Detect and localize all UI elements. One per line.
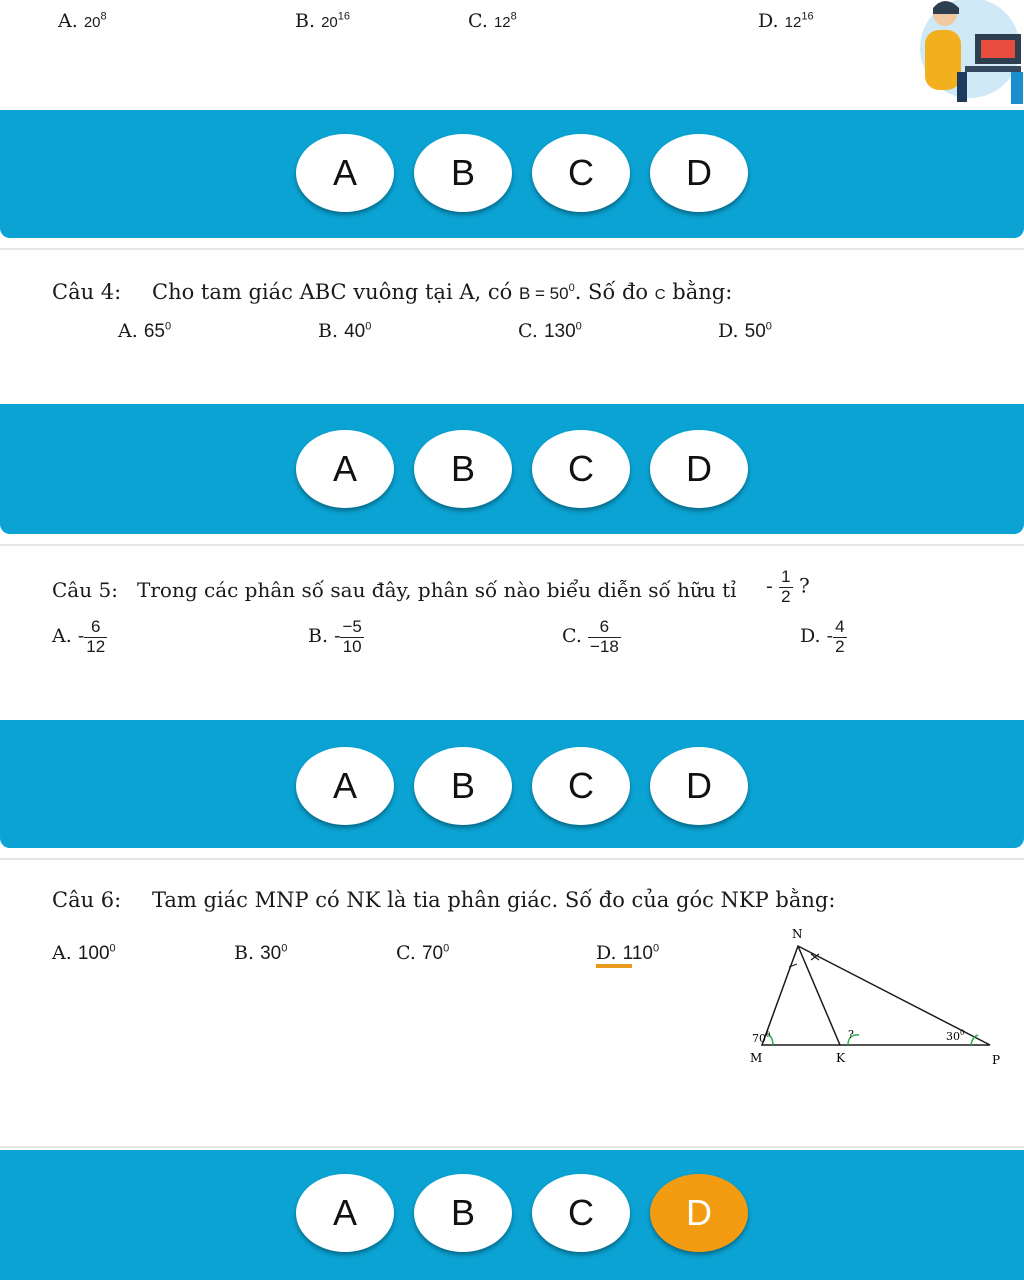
q4-option-a: A. $65^0$: [118, 320, 172, 342]
answer-a-button[interactable]: A: [296, 747, 394, 825]
answer-a-button[interactable]: A: [296, 1174, 394, 1252]
q5-option-c: C. $\frac{6}{-18}$: [562, 617, 619, 656]
angle-k-label: ?: [848, 1028, 854, 1041]
answer-band-q3: [0, 110, 1024, 238]
q5-target-fraction: - $\frac{1}{2}$ ?: [766, 567, 810, 606]
answer-c-button[interactable]: C: [532, 1174, 630, 1252]
q6-option-b: B. $30^0$: [234, 942, 288, 964]
q4-option-d: D. $50^0$: [718, 320, 772, 342]
answer-b-button[interactable]: B: [414, 1174, 512, 1252]
q6-option-a: A. $100^0$: [52, 942, 116, 964]
answer-b-button[interactable]: B: [414, 134, 512, 212]
answer-b-button[interactable]: B: [414, 430, 512, 508]
answer-band-q4: [0, 404, 1024, 534]
q5-option-b: B. - $\frac{-5}{10}$: [308, 617, 362, 656]
q3-option-d: D. $12^{16}$: [758, 10, 814, 32]
question-6: Câu 6: Tam giác MNP có NK là tia phân giác. Số đo của góc NKP bằng:: [52, 888, 836, 912]
answer-c-button[interactable]: C: [532, 430, 630, 508]
answer-c-button[interactable]: C: [532, 747, 630, 825]
angle-p-label: $30^0$: [946, 1029, 965, 1043]
answer-a-button[interactable]: A: [296, 134, 394, 212]
q6-option-c: C. $70^0$: [396, 942, 450, 964]
student-illustration-icon: [915, 0, 1024, 104]
question-number: Câu 4:: [52, 280, 122, 304]
answer-band-q6: [0, 1150, 1024, 1280]
q5-option-d: D. - $\frac{4}{2}$: [800, 617, 845, 656]
question-number: Câu 6:: [52, 888, 122, 912]
q4-option-b: B. $40^0$: [318, 320, 372, 342]
vertex-m-label: M: [750, 1051, 763, 1065]
answer-b-button[interactable]: B: [414, 747, 512, 825]
q6-option-d: D. $110^0$: [596, 942, 660, 964]
q3-option-c: C. $12^8$: [468, 10, 517, 32]
triangle-mnp-figure: [740, 922, 1010, 1072]
vertex-k-label: K: [836, 1051, 845, 1065]
q3-option-b: B. $20^{16}$: [295, 10, 350, 32]
question-number: Câu 5:: [52, 578, 118, 602]
q5-option-a: A. - $\frac{6}{12}$: [52, 617, 106, 656]
answer-d-button[interactable]: D: [650, 134, 748, 212]
answer-d-button[interactable]: D: [650, 747, 748, 825]
answer-d-button-selected[interactable]: D: [650, 1174, 748, 1252]
question-5: Câu 5: Trong các phân số sau đây, phân số nào biểu diễn số hữu tỉ: [52, 578, 737, 602]
answer-a-button[interactable]: A: [296, 430, 394, 508]
vertex-n-label: N: [792, 927, 803, 941]
question-4: Câu 4: Cho tam giác ABC vuông tại A, có $B = 50^0$. Số đo C bằng:: [52, 280, 733, 304]
answer-band-q5: [0, 720, 1024, 848]
answer-c-button[interactable]: C: [532, 134, 630, 212]
q3-option-a: A. $20^8$: [58, 10, 107, 32]
answer-highlight-mark: [596, 964, 632, 968]
answer-d-button[interactable]: D: [650, 430, 748, 508]
vertex-p-label: P: [992, 1053, 1001, 1067]
q4-option-c: C. $130^0$: [518, 320, 582, 342]
angle-m-label: $70^0$: [752, 1031, 771, 1045]
